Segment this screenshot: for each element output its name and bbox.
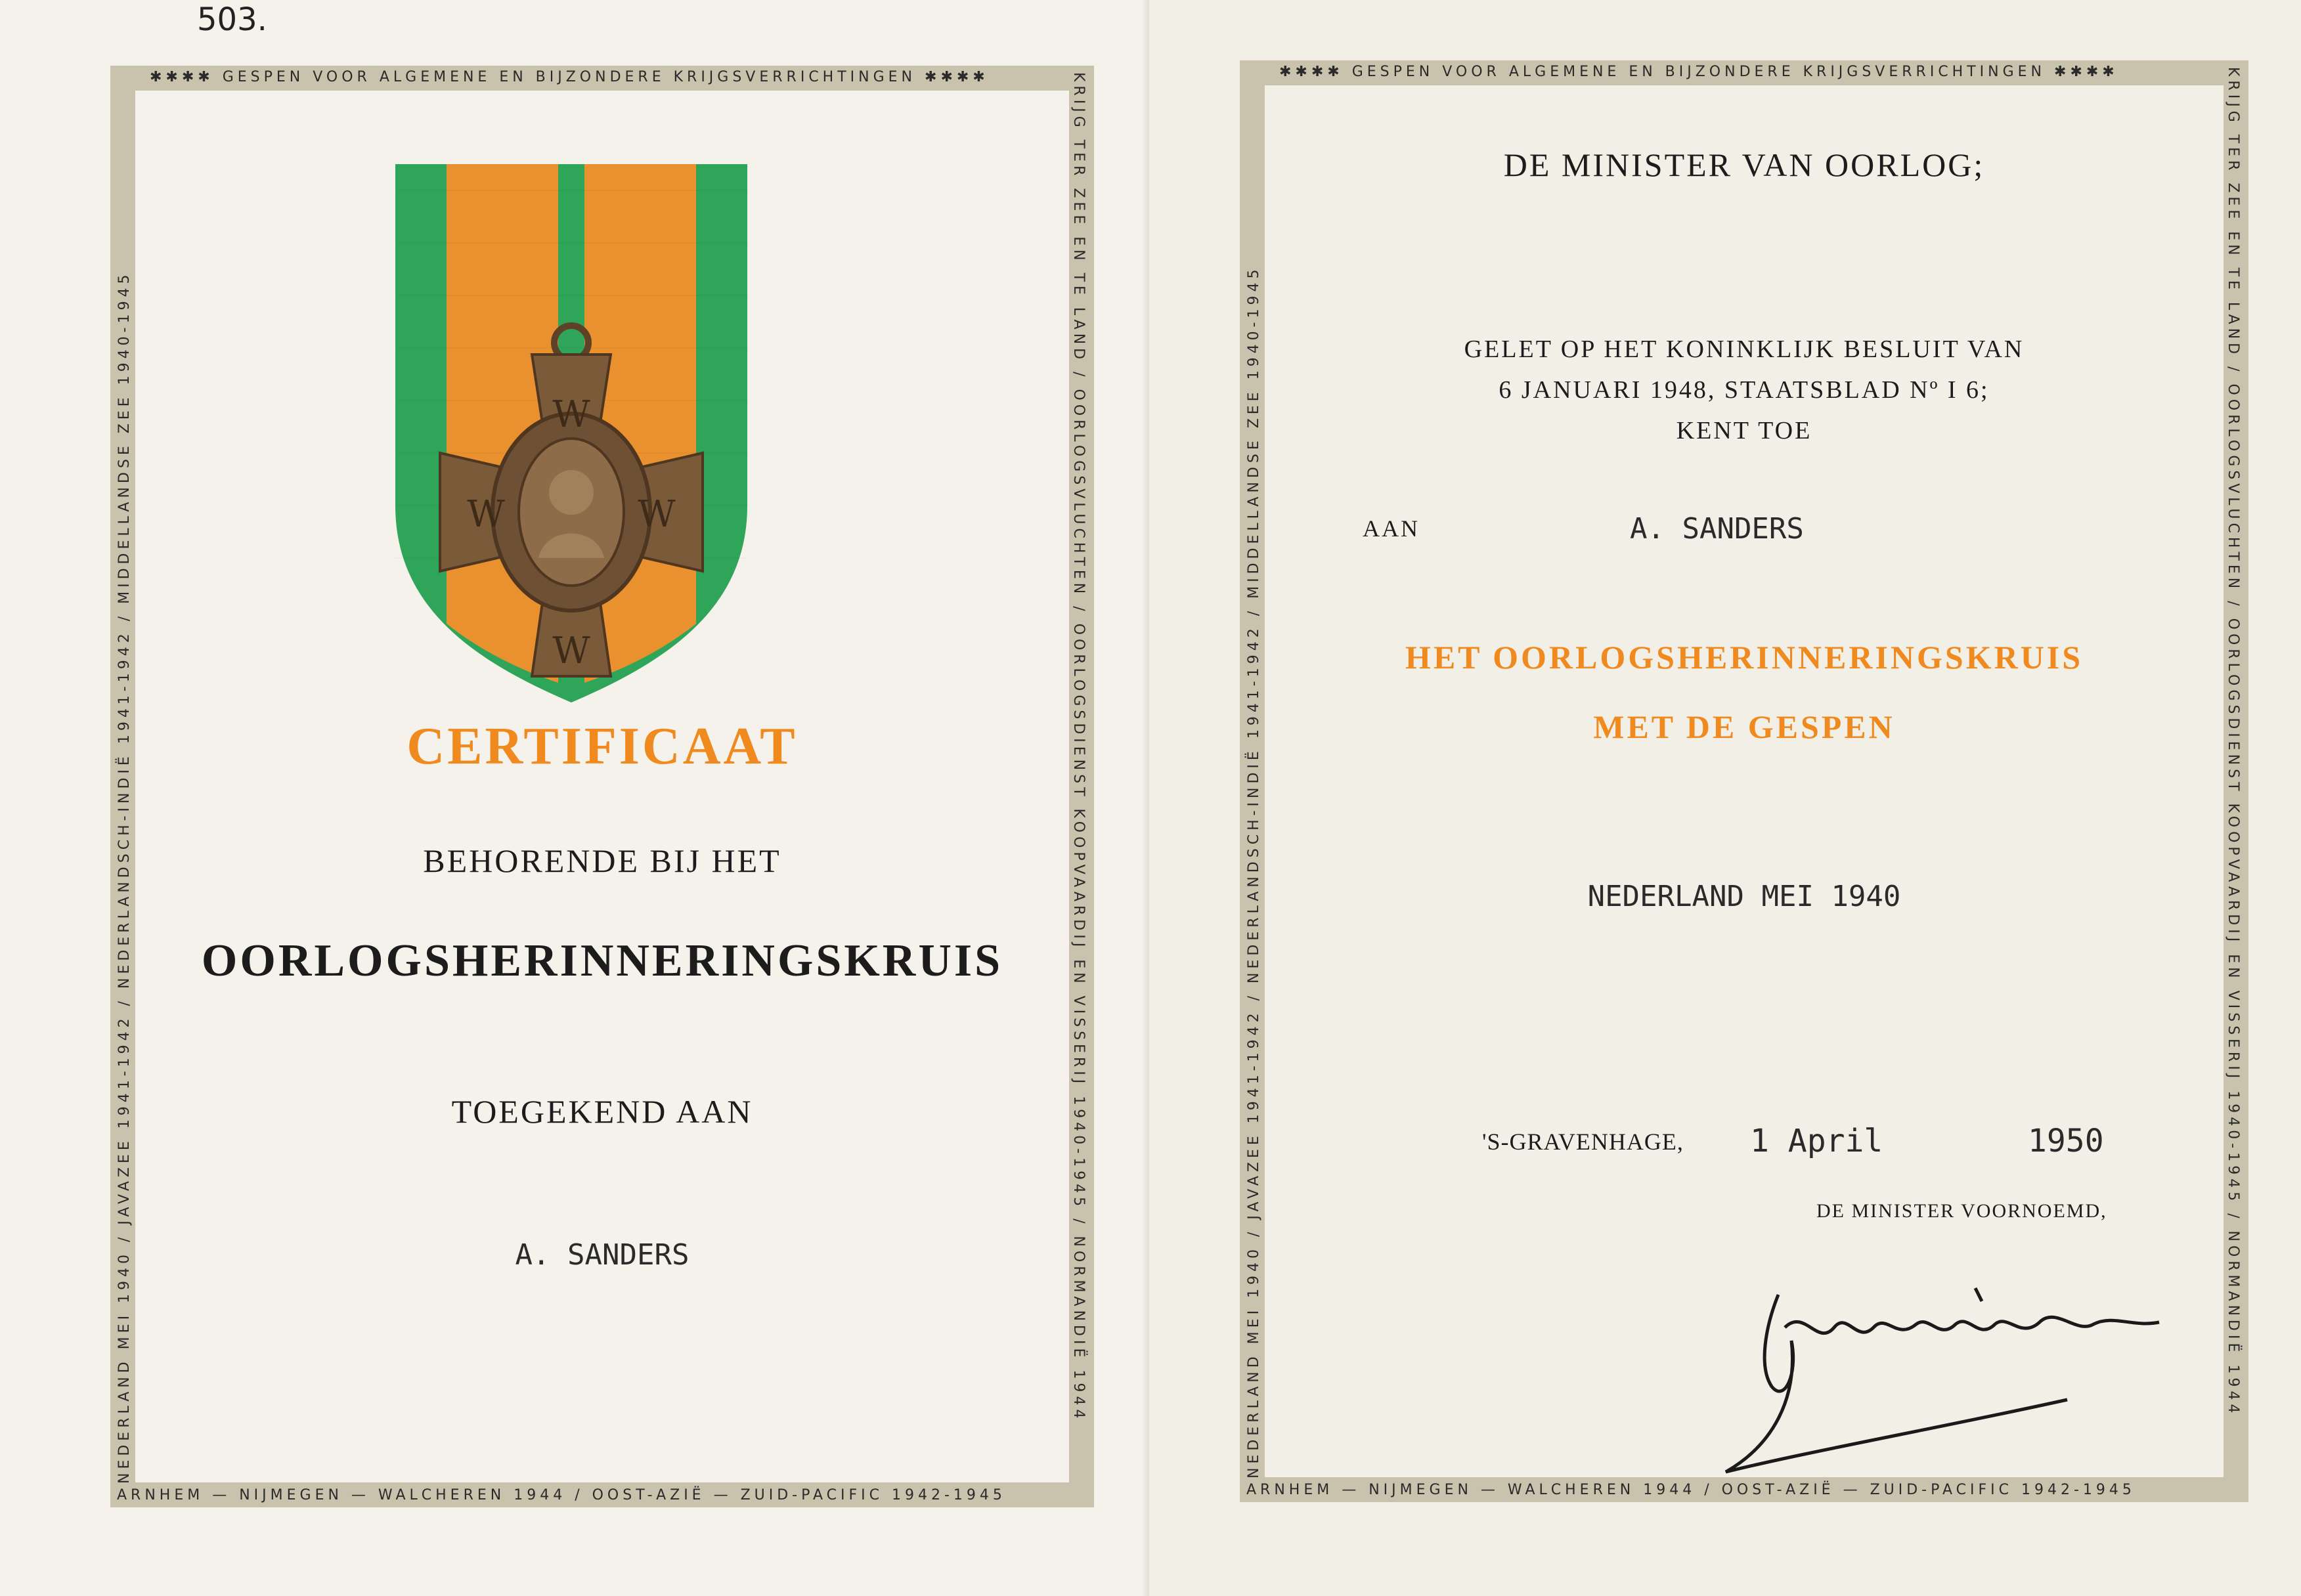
- year-text: 1950: [2028, 1123, 2104, 1159]
- recipient-name: A. SANDERS: [1630, 512, 1804, 546]
- svg-text:W: W: [552, 630, 590, 672]
- frame-bottom-text: ARNHEM — NIJMEGEN — WALCHEREN 1944 / OOST-AZIË — ZUID-PACIFIC 1942-1945: [117, 1487, 1006, 1503]
- frame-left-text: NEDERLAND MEI 1940 / JAVAZEE 1941-1942 / NEDERLANDSCH-INDIË 1941-1942 / MIDDELLANDSE ZEE 1940-1945: [116, 270, 133, 1484]
- right-page: [1149, 0, 2301, 1596]
- decree-line-1: GELET OP HET KONINKLIJK BESLUIT VAN: [1464, 335, 2025, 363]
- svg-text:W: W: [467, 493, 505, 536]
- decorative-frame-right: [1240, 60, 2248, 1502]
- decree-line-3: KENT TOE: [1676, 417, 1812, 444]
- left-page: [0, 0, 1149, 1596]
- handwritten-number: 503.: [197, 1, 267, 38]
- frame-right-text: KRIJG TER ZEE EN TE LAND / OORLOGSVLUCHTEN / OORLOGSDIENST KOOPVAARDIJ EN VISSERIJ 1940-1945 / NORMANDIË 1944: [1070, 72, 1087, 1423]
- place-label: 'S-GRAVENHAGE,: [1482, 1129, 1684, 1155]
- award-line-2: MET DE GESPEN: [1593, 708, 1895, 745]
- subtitle-behorende: BEHORENDE BIJ HET: [423, 842, 781, 879]
- certificate-title: CERTIFICAAT: [406, 718, 798, 775]
- signatory-label: DE MINISTER VOORNOEMD,: [1816, 1200, 2107, 1222]
- awarded-to-label: TOEGEKEND AAN: [451, 1093, 753, 1130]
- frame-bottom-text: ARNHEM — NIJMEGEN — WALCHEREN 1944 / OOST-AZIË — ZUID-PACIFIC 1942-1945: [1246, 1482, 2136, 1498]
- medal-name: OORLOGSHERINNERINGSKRUIS: [201, 936, 1003, 986]
- decorative-frame-left: [110, 66, 1094, 1507]
- recipient-name: A. SANDERS: [515, 1238, 690, 1272]
- svg-text:W: W: [552, 393, 590, 436]
- decree-line-2: 6 JANUARI 1948, STAATSBLAD Nº I 6;: [1499, 376, 1990, 404]
- date-text: 1 April: [1750, 1123, 1883, 1159]
- frame-top-text: ✱✱✱✱ GESPEN VOOR ALGEMENE EN BIJZONDERE KRIJGSVERRICHTINGEN ✱✱✱✱: [150, 69, 989, 85]
- frame-right-text: KRIJG TER ZEE EN TE LAND / OORLOGSVLUCHTEN / OORLOGSDIENST KOOPVAARDIJ EN VISSERIJ 1940-1945 / NORMANDIË 1944: [2225, 67, 2241, 1417]
- minister-heading: DE MINISTER VAN OORLOG;: [1503, 146, 1985, 183]
- award-line-1: HET OORLOGSHERINNERINGSKRUIS: [1405, 639, 2084, 676]
- svg-text:W: W: [638, 493, 676, 536]
- aan-label: AAN: [1363, 515, 1420, 542]
- minister-signature: [1699, 1236, 2172, 1498]
- clasp-text: NEDERLAND MEI 1940: [1587, 880, 1901, 913]
- medal-image: [387, 164, 755, 729]
- frame-top-text: ✱✱✱✱ GESPEN VOOR ALGEMENE EN BIJZONDERE KRIJGSVERRICHTINGEN ✱✱✱✱: [1279, 64, 2118, 80]
- frame-left-text: NEDERLAND MEI 1940 / JAVAZEE 1941-1942 / NEDERLANDSCH-INDIË 1941-1942 / MIDDELLANDSE ZEE 1940-1945: [1246, 265, 1262, 1478]
